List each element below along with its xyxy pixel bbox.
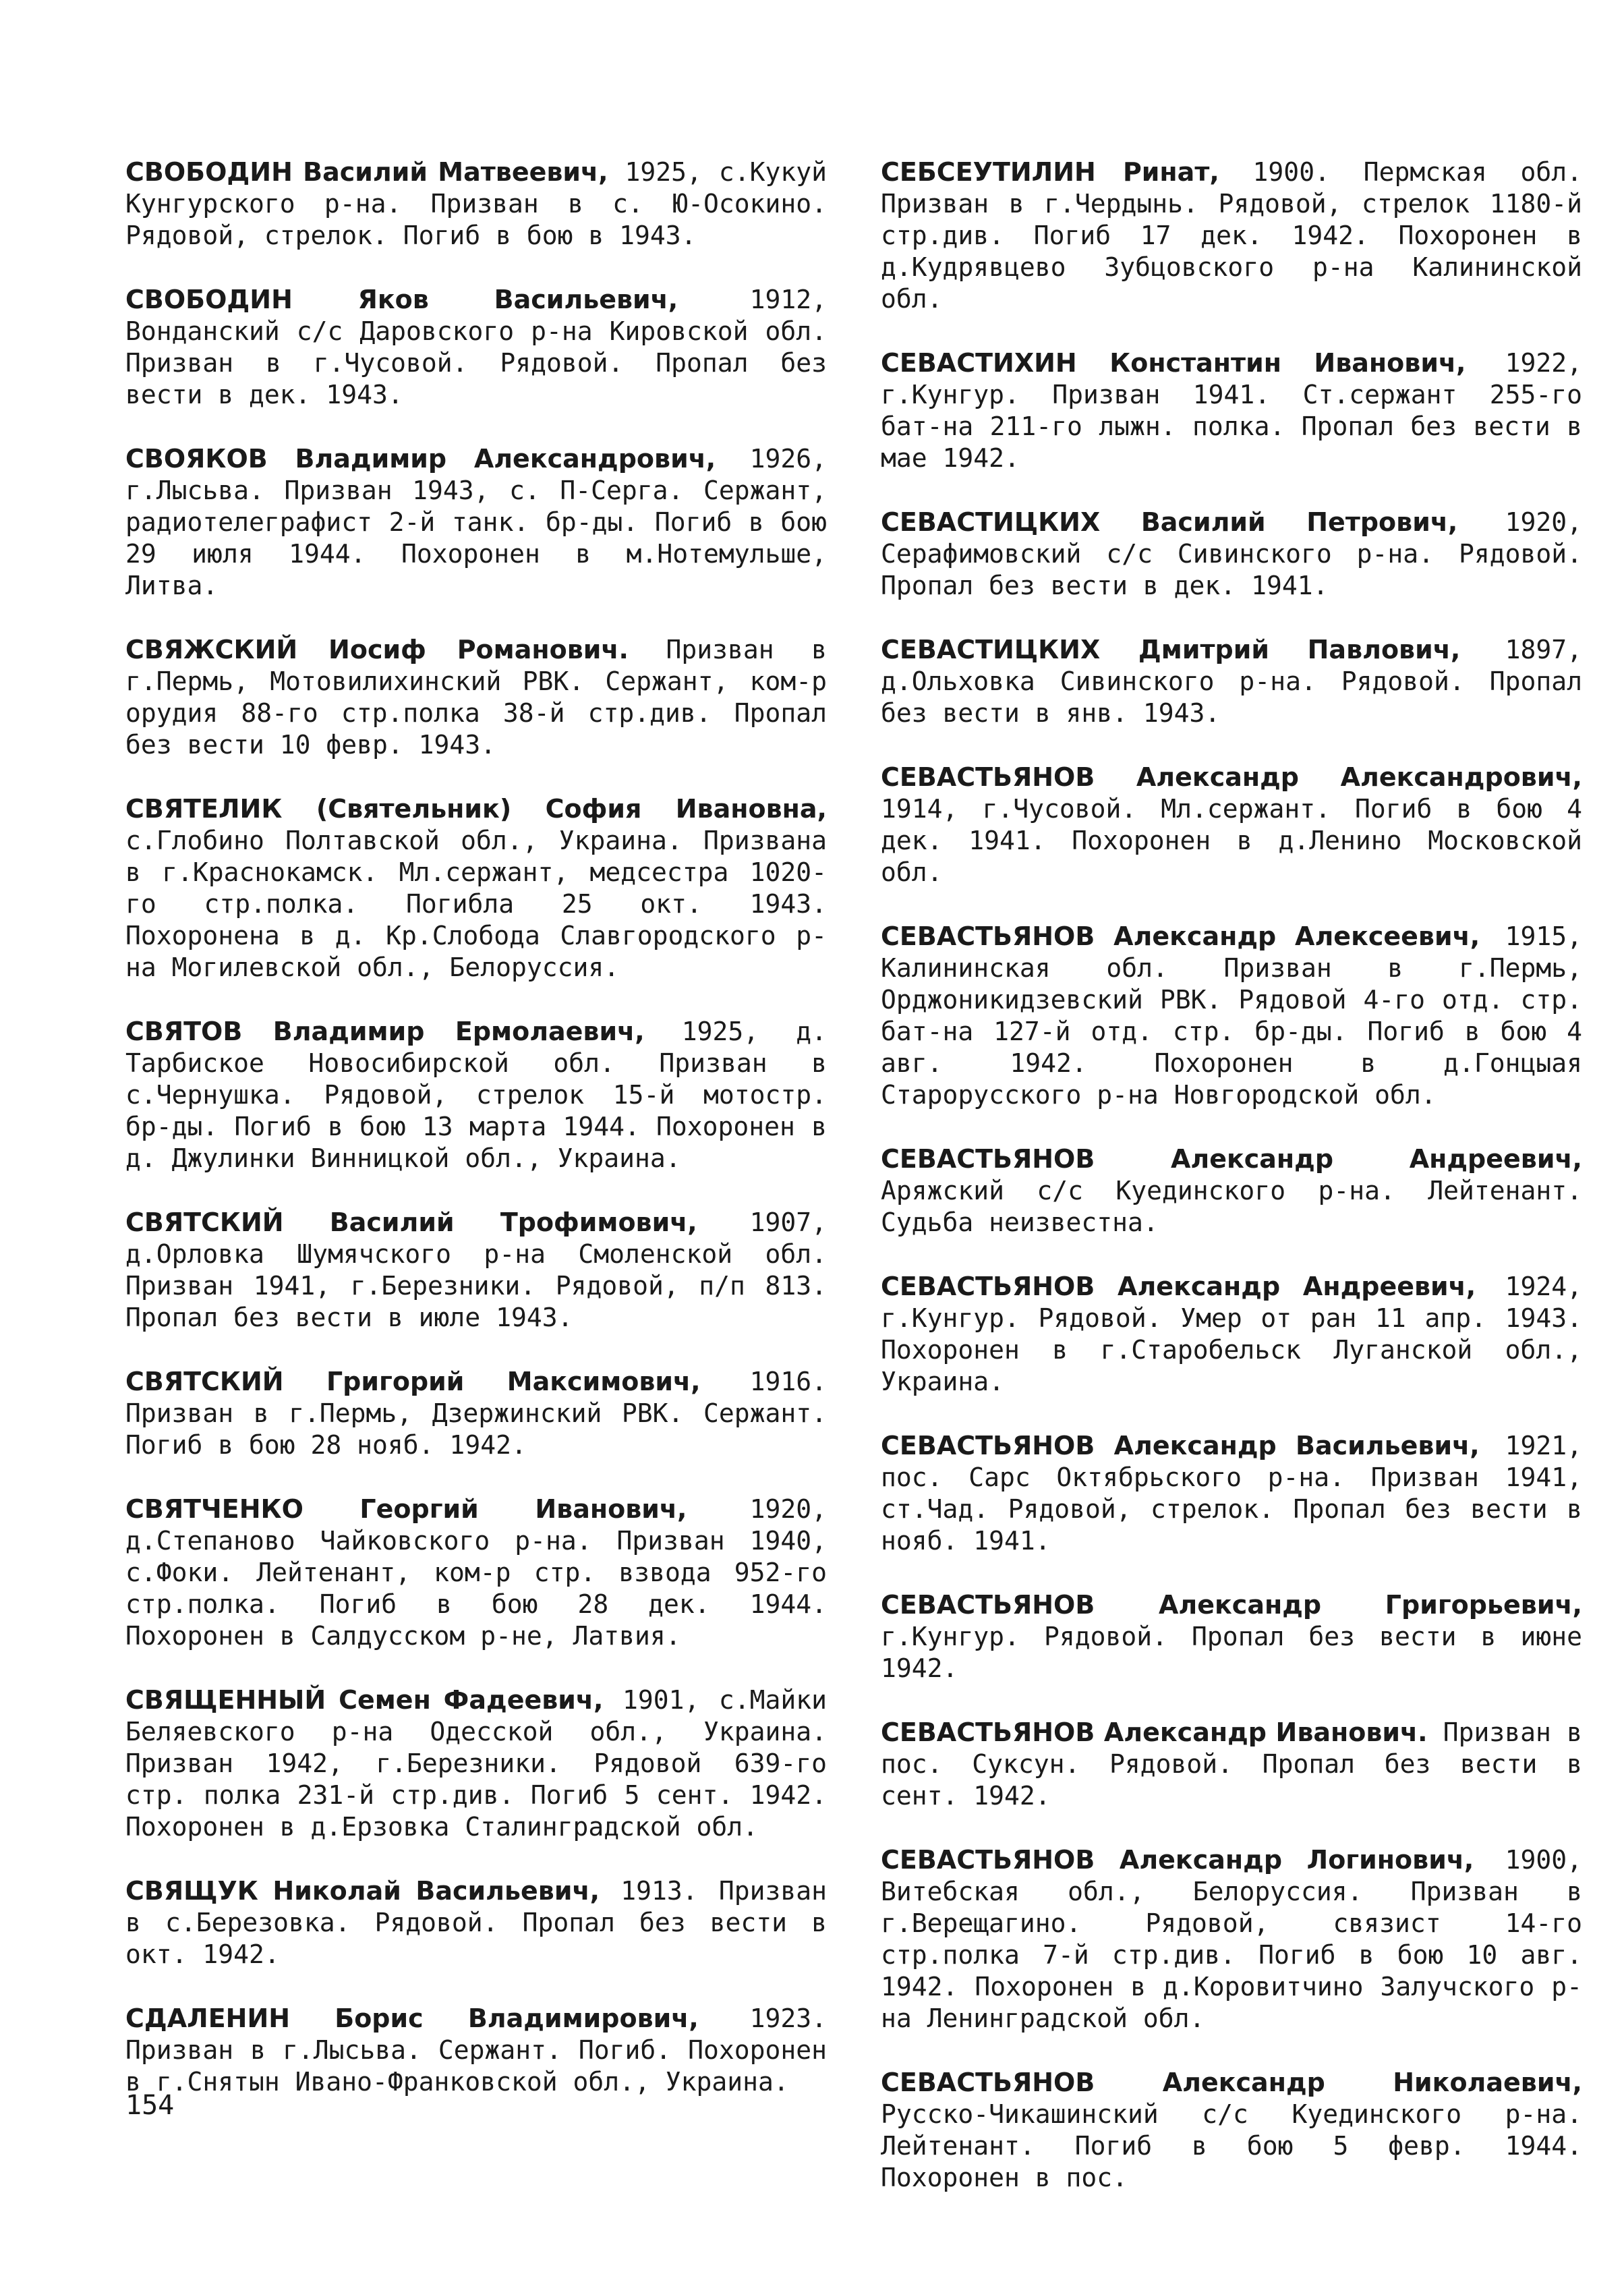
entry-text: 1900, Витебская обл., Белоруссия. Призван в г.Верещагино. Рядовой, связист 14-го стр.полка 7-й стр.див. Погиб в бою 10 авг. 1942. Похоронен в д.Коровитчино Залучского р-на Ленинградской обл. [881,1845,1582,2033]
entry-name: СЕВАСТЬЯНОВ Александр Васильевич, [881,1431,1480,1460]
entry [881,507,1582,602]
entry [125,284,827,411]
entry-name: СВЯЩЕННЫЙ Семен Фадеевич, [125,1685,604,1715]
entry-name: СЕВАСТЬЯНОВ Александр Иванович. [881,1717,1428,1747]
entry-name: СЕВАСТИЦКИХ Василий Петрович, [881,507,1458,537]
entry-name: СВЯТЧЕНКО Георгий Иванович, [125,1494,687,1524]
entry-text: Аряжский с/с Куединского р-на. Лейтенант. Судьба неизвестна. [881,1176,1582,1237]
entry [881,1717,1582,1812]
entry-name: СДАЛЕНИН Борис Владимирович, [125,2004,699,2033]
entry [881,157,1582,315]
entry-text: 1901, с.Майки Беляевского р-на Одесской обл., Украина. Призван 1942, г.Березники. Рядовой 639-го стр. полка 231-й стр.див. Погиб 5 сент. 1942. Похоронен в д.Ерзовка Сталинградской обл. [125,1685,827,1842]
entry-text: 1916. Призван в г.Пермь, Дзержинский РВК. Сержант. Погиб в бою 28 нояб. 1942. [125,1367,827,1460]
entry-name: СВЯТОВ Владимир Ермолаевич, [125,1017,645,1046]
entry-text: 1920, д.Степаново Чайковского р-на. Призван 1940, с.Фоки. Лейтенант, ком-р стр. взвода 952-го стр.полка. Погиб в бою 28 дек. 1944. Похоронен в Салдусском р-не, Латвия. [125,1494,827,1651]
entry-name: СЕВАСТЬЯНОВ Александр Андреевич, [881,1272,1476,1301]
entry-text: 1925, с.Кукуй Кунгурского р-на. Призван в с. Ю-Осокино. Рядовой, стрелок. Погиб в бою в 1943. [125,157,827,250]
entry [881,1844,1582,2035]
entry-name: СЕБСЕУТИЛИН Ринат, [881,157,1219,187]
entry [881,1430,1582,1557]
entry-text: 1912, Вонданский с/с Даровского р-на Кировской обл. Призван в г.Чусовой. Рядовой. Пропал без вести в дек. 1943. [125,285,827,409]
entry [881,1271,1582,1398]
entry-text: 1920, Серафимовский с/с Сивинского р-на. Рядовой. Пропал без вести в дек. 1941. [881,507,1582,600]
entry-text: 1913. Призван в с.Березовка. Рядовой. Пропал без вести в окт. 1942. [125,1876,827,1969]
entry-name: СВОБОДИН Яков Васильевич, [125,285,678,314]
entry-name: СВЯТСКИЙ Василий Трофимович, [125,1208,697,1237]
entry-text: с.Глобино Полтавской обл., Украина. Призвана в г.Краснокамск. Мл.сержант, медсестра 1020-го стр.полка. Погибла 25 окт. 1943. Похоронена в д. Кр.Слобода Славгородского р-на Могилевской обл., Белоруссия. [125,826,827,982]
entry-text: 1924, г.Кунгур. Рядовой. Умер от ран 11 апр. 1943. Похоронен в г.Старобельск Луганской обл., Украина. [881,1272,1582,1396]
entry-name: СВОБОДИН Василий Матвеевич, [125,157,608,187]
entry [125,1366,827,1461]
entry [881,347,1582,474]
entry [125,1016,827,1174]
entry [125,2003,827,2098]
entry-text: г.Кунгур. Рядовой. Пропал без вести в июне 1942. [881,1622,1582,1683]
entry [125,1875,827,1970]
entry [125,1684,827,1843]
entry-name: СВЯЖСКИЙ Иосиф Романович. [125,635,629,664]
entry-name: СЕВАСТЬЯНОВ Александр Николаевич, [881,2068,1582,2097]
entry-name: СЕВАСТЬЯНОВ Александр Александрович, [881,762,1582,792]
entry-text: 1921, пос. Сарс Октябрьского р-на. Призван 1941, ст.Чад. Рядовой, стрелок. Пропал без вести в нояб. 1941. [881,1431,1582,1556]
entry-name: СЕВАСТЬЯНОВ Александр Андреевич, [881,1144,1582,1174]
entry-text: 1907, д.Орловка Шумячского р-на Смоленской обл. Призван 1941, г.Березники. Рядовой, п/п 813. Пропал без вести в июле 1943. [125,1208,827,1332]
entry-text: Призван в пос. Суксун. Рядовой. Пропал без вести в сент. 1942. [881,1717,1583,1811]
entry-name: СВЯЩУК Николай Васильевич, [125,1876,600,1906]
entry-text: 1923. Призван в г.Лысьва. Сержант. Погиб. Похоронен в г.Снятын Ивано-Франковской обл., Украина. [125,2004,827,2097]
entry-name: СЕВАСТЬЯНОВ Александр Григорьевич, [881,1590,1582,1620]
right-column [881,157,1582,2226]
entry-text: 1926, г.Лысьва. Призван 1943, с. П-Серга. Сержант, радиотелеграфист 2-й танк. бр-ды. Погиб в бою 29 июля 1944. Похоронен в м.Нотемульше, Литва. [125,444,827,600]
entry [125,1207,827,1334]
entry [125,793,827,984]
entry-name: СЕВАСТЬЯНОВ Александр Алексеевич, [881,921,1480,951]
entry-text: 1900. Пермская обл. Призван в г.Чердынь. Рядовой, стрелок 1180-й стр.див. Погиб 17 дек. 1942. Похоронен в д.Кудрявцево Зубцовского р-на Калининской обл. [881,157,1582,314]
entry [125,443,827,602]
entry-name: СВЯТСКИЙ Григорий Максимович, [125,1367,701,1396]
entry [881,634,1582,729]
entry-name: СЕВАСТИХИН Константин Иванович, [881,348,1466,378]
entry-text: 1922, г.Кунгур. Призван 1941. Ст.сержант 255-го бат-на 211-го лыжн. полка. Пропал без вести в мае 1942. [881,348,1582,473]
entry [881,1589,1582,1684]
entry-text: Призван в г.Пермь, Мотовилихинский РВК. Сержант, ком-р орудия 88-го стр.полка 38-й стр.див. Пропал без вести 10 февр. 1943. [125,635,827,760]
entry-name: СВЯТЕЛИК (Святельник) София Ивановна, [125,794,827,824]
entry-name: СВОЯКОВ Владимир Александрович, [125,444,716,474]
entry [881,2067,1582,2194]
entry [881,921,1582,1111]
entry-text: 1915, Калининская обл. Призван в г.Пермь, Орджоникидзевский РВК. Рядовой 4-го отд. стр. бат-на 127-й отд. стр. бр-ды. Погиб в бою 4 авг. 1942. Похоронен в д.Гонцыая Старорусского р-на Новгородской обл. [881,921,1582,1110]
entry [881,1143,1582,1239]
entry-text: Русско-Чикашинский с/с Куединского р-на. Лейтенант. Погиб в бою 5 февр. 1944. Похоронен в пос. [881,2099,1582,2192]
entry-text: 1925, д. Тарбиское Новосибирской обл. Призван в с.Чернушка. Рядовой, стрелок 15-й мотостр. бр-ды. Погиб в бою 13 марта 1944. Похоронен в д. Джулинки Винницкой обл., Украина. [125,1017,828,1173]
entry-name: СЕВАСТЬЯНОВ Александр Логинович, [881,1845,1474,1875]
page-number: 154 [125,2090,175,2121]
entry-name: СЕВАСТИЦКИХ Дмитрий Павлович, [881,635,1461,664]
entry [125,1494,827,1652]
entry [881,762,1582,888]
entry [125,157,827,252]
entry-text: 1914, г.Чусовой. Мл.сержант. Погиб в бою 4 дек. 1941. Похоронен в д.Ленино Московской обл. [881,794,1582,887]
entry-text: 1897, д.Ольховка Сивинского р-на. Рядовой. Пропал без вести в янв. 1943. [881,635,1582,728]
left-column [125,157,827,2130]
entry [125,634,827,761]
